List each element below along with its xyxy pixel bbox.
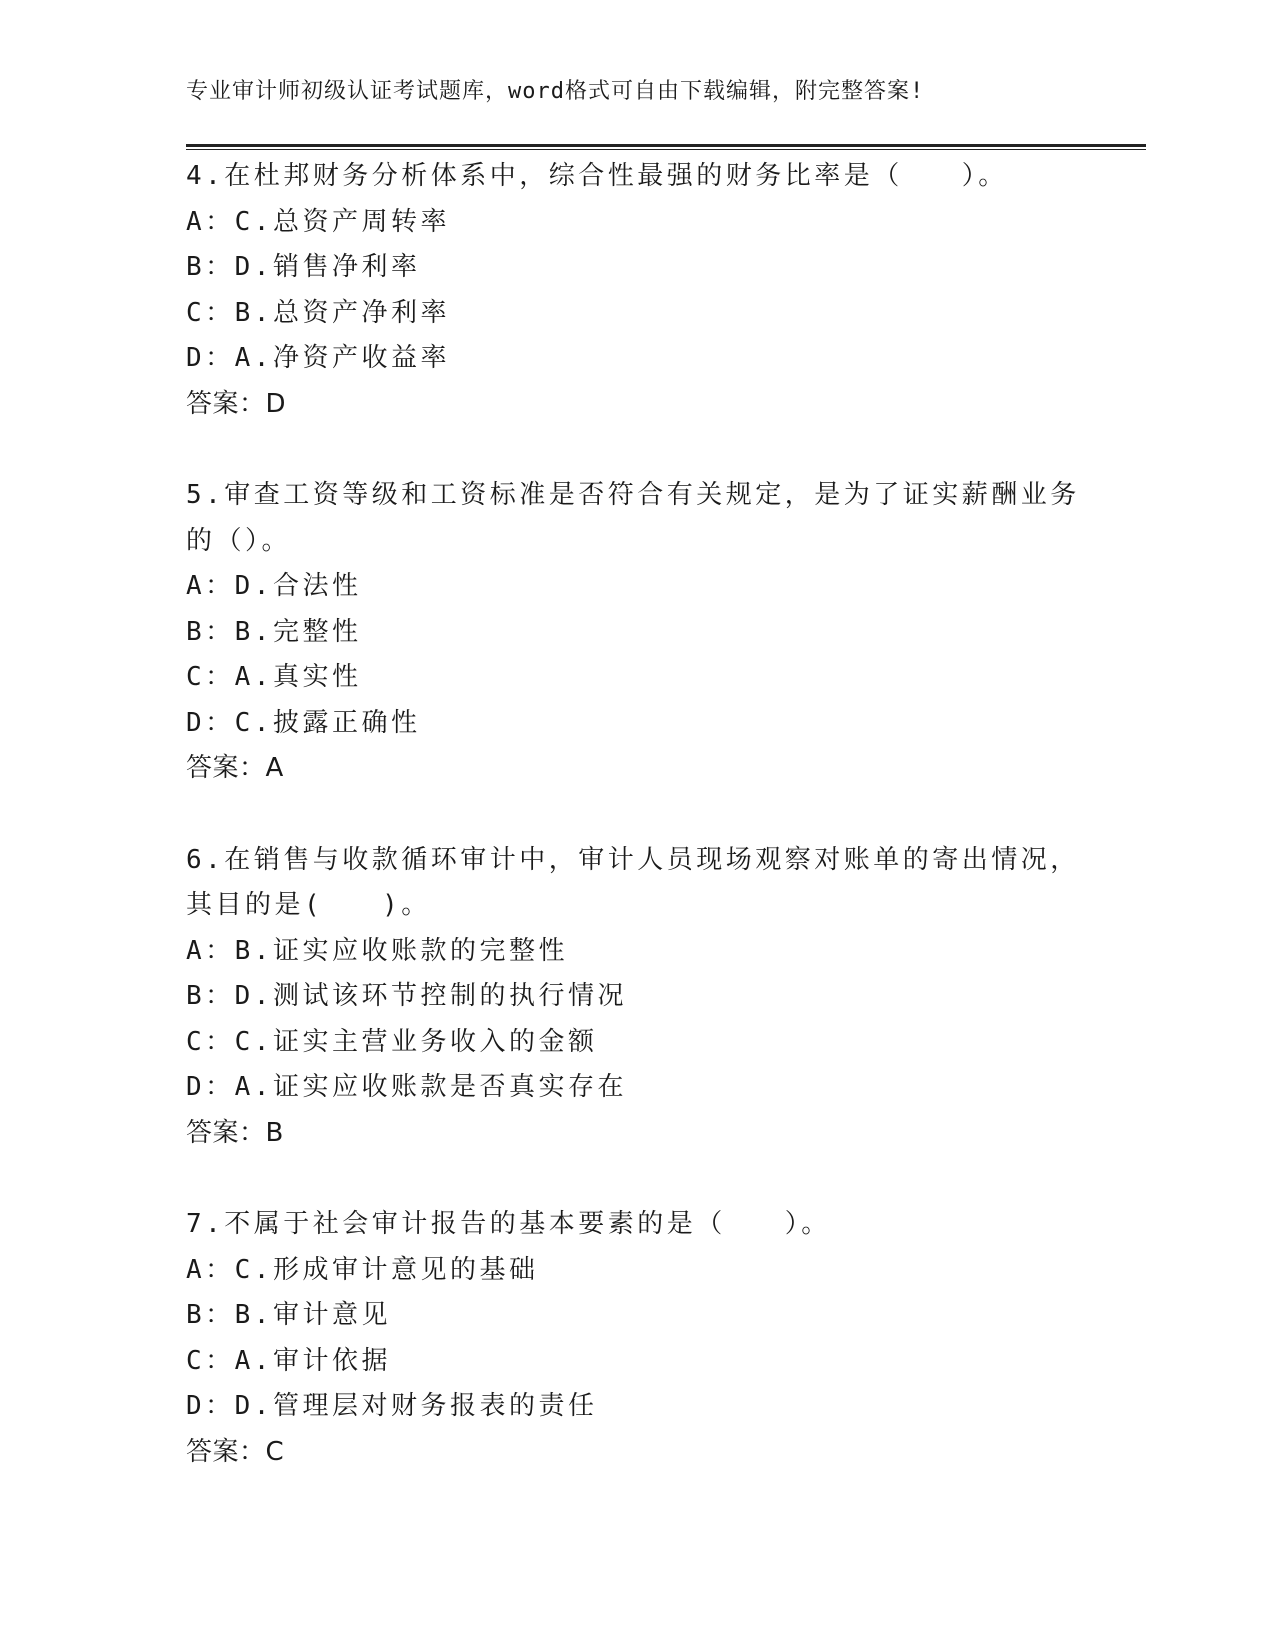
option-c: C：A.审计依据	[186, 1345, 391, 1376]
question-stem: 5.审查工资等级和工资标准是否符合有关规定，是为了证实薪酬业务的（）。	[186, 480, 1080, 556]
spacer	[186, 427, 1086, 473]
answer: 答案：D	[186, 388, 287, 419]
option-c: C：B.总资产净利率	[186, 297, 450, 328]
question-4	[186, 154, 1086, 427]
option-d: D：D.管理层对财务报表的责任	[186, 1391, 598, 1421]
spacer	[186, 792, 1086, 838]
question-6	[186, 838, 1086, 1157]
option-c: C：A.真实性	[186, 662, 362, 692]
header-rule-thin	[186, 149, 1146, 150]
option-d: D：A.净资产收益率	[186, 343, 450, 373]
option-b: B：B.完整性	[186, 616, 362, 647]
question-list	[186, 154, 1086, 1475]
question-5	[186, 473, 1086, 792]
question-7	[186, 1202, 1086, 1475]
option-d: D：C.披露正确性	[186, 707, 421, 738]
answer: 答案：C	[186, 1436, 285, 1467]
answer: 答案：A	[186, 753, 284, 783]
option-a: A：D.合法性	[186, 571, 362, 601]
question-stem: 4.在杜邦财务分析体系中，综合性最强的财务比率是（ ）。	[186, 161, 1008, 191]
question-stem: 6.在销售与收款循环审计中，审计人员现场观察对账单的寄出情况，其目的是( )。	[186, 844, 1080, 920]
option-b: B：D.销售净利率	[186, 252, 421, 282]
option-a: A：B.证实应收账款的完整性	[186, 935, 568, 966]
option-b: B：D.测试该环节控制的执行情况	[186, 981, 627, 1011]
question-stem: 7.不属于社会审计报告的基本要素的是（ ）。	[186, 1209, 831, 1239]
option-c: C：C.证实主营业务收入的金额	[186, 1026, 598, 1057]
answer: 答案：B	[186, 1117, 284, 1148]
option-b: B：B.审计意见	[186, 1300, 391, 1330]
page-header: 专业审计师初级认证考试题库，word格式可自由下载编辑，附完整答案!	[186, 79, 925, 104]
option-a: A：C.形成审计意见的基础	[186, 1254, 539, 1285]
option-d: D：A.证实应收账款是否真实存在	[186, 1072, 627, 1102]
option-a: A：C.总资产周转率	[186, 206, 450, 237]
spacer	[186, 1156, 1086, 1202]
header-rule-thick	[186, 144, 1146, 147]
